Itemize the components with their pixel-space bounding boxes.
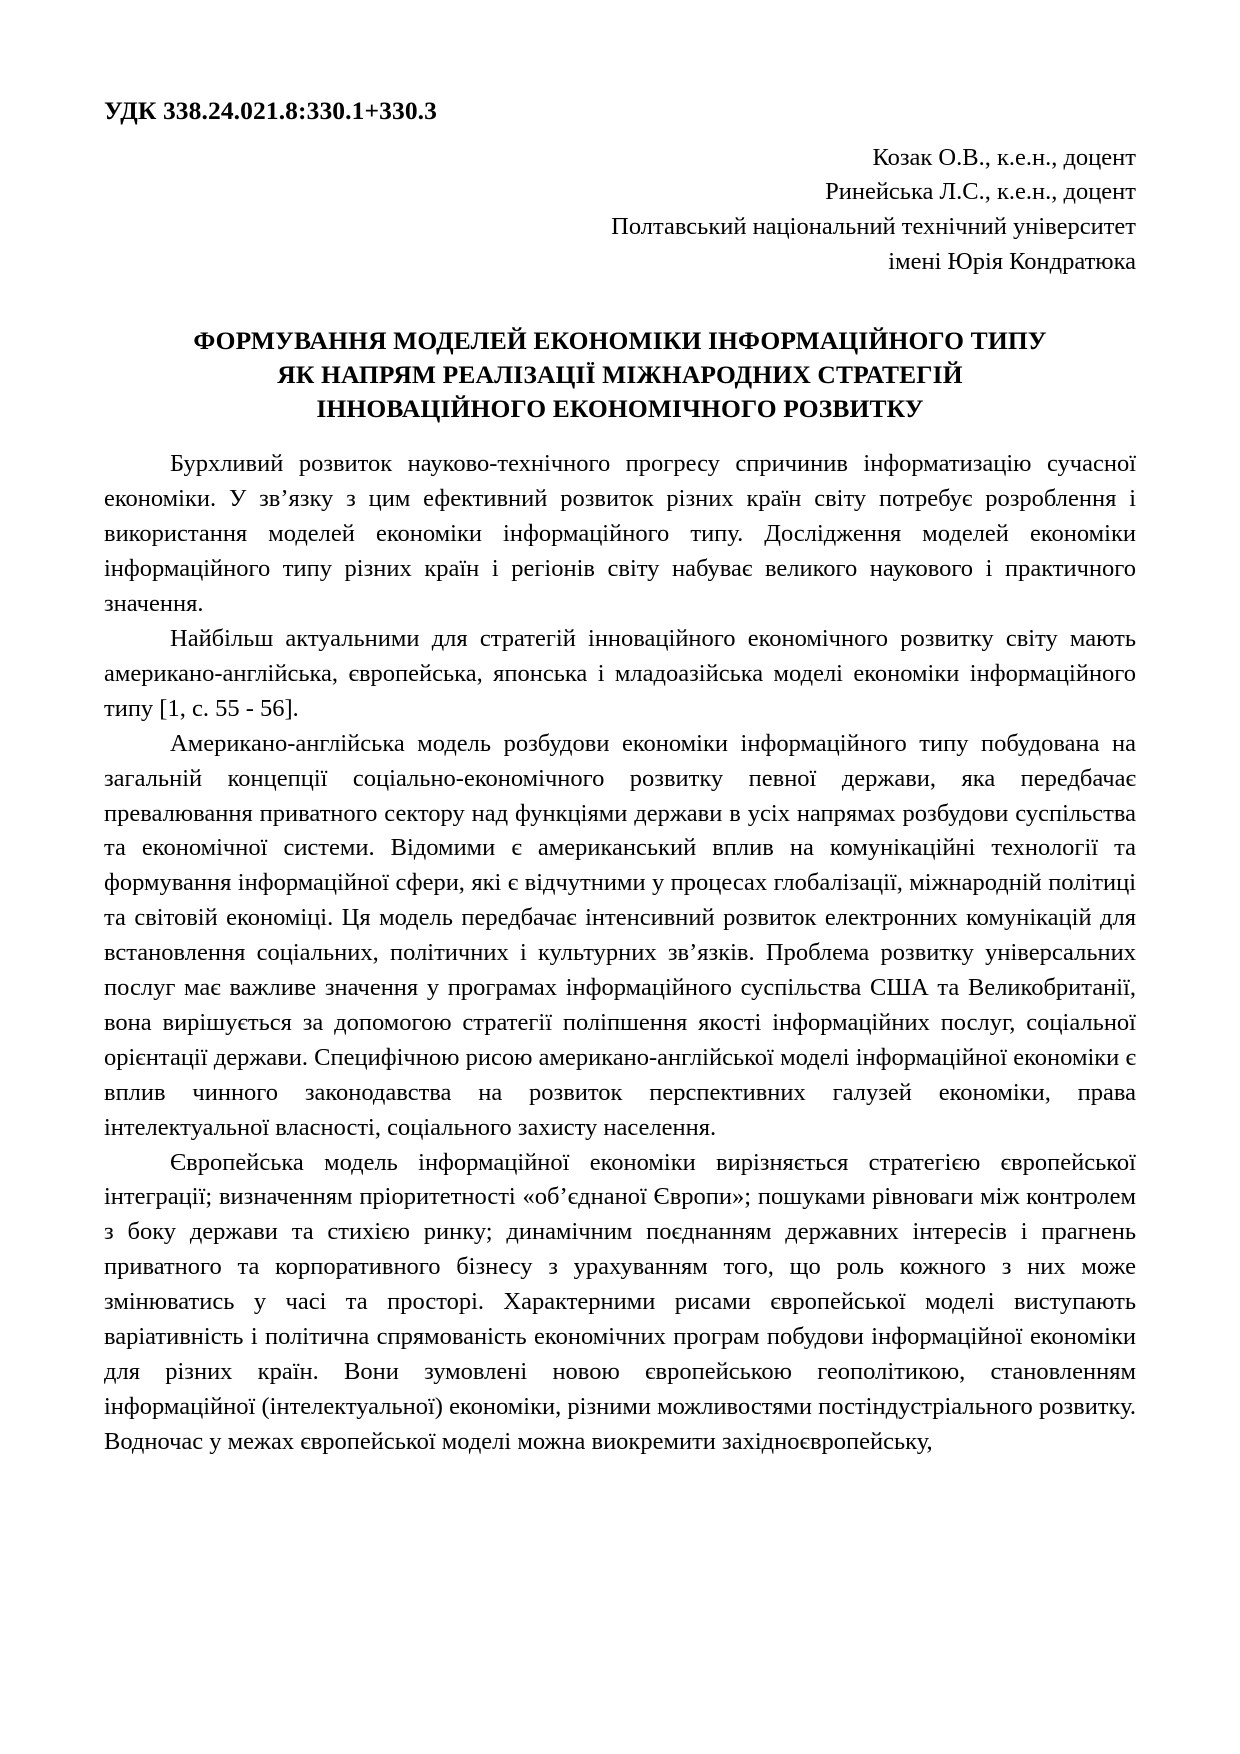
title-line-3: ІННОВАЦІЙНОГО ЕКОНОМІЧНОГО РОЗВИТКУ [316,393,924,423]
body-paragraph: Європейська модель інформаційної економіки вирізняється стратегією європейської інтеграції; визначенням пріоритетності «об’єднаної Європи»; пошуками рівноваги між контролем з боку держави та стихією ринку; динамічним поєднанням державних інтересів і прагнень приватного та корпоративного бізнесу з урахуванням того, що роль кожного з них може змінюватись у часі та просторі. Характерними рисами європейської моделі виступають варіативність і політична спрямованість економічних програм побудови інформаційної економіки для різних країн. Вони зумовлені новою європейською геополітикою, становленням інформаційної (інтелектуальної) економіки, різними можливостями постіндустріального розвитку. Водночас у межах європейської моделі можна виокремити західноєвропейську, [104,1148,1136,1455]
author-line-2: Ринейська Л.С., к.е.н., доцент [825,178,1136,206]
affiliation-line-1: Полтавський національний технічний університет [611,213,1136,241]
author-block [104,141,1136,280]
udk-code: УДК 338.24.021.8:330.1+330.3 [104,96,437,125]
author-line-1: Козак О.В., к.е.н., доцент [872,143,1136,171]
title-line-2: ЯК НАПРЯМ РЕАЛІЗАЦІЇ МІЖНАРОДНИХ СТРАТЕГІЙ [277,359,963,389]
title-line-1: ФОРМУВАННЯ МОДЕЛЕЙ ЕКОНОМІКИ ІНФОРМАЦІЙНОГО ТИПУ [193,325,1047,355]
body-paragraph: Найбільш актуальними для стратегій інноваційного економічного розвитку світу мають американо-англійська, європейська, японська і младоазійська моделі економіки інформаційного типу [1, с. 55 - 56]. [104,624,1136,722]
body-paragraph: Американо-англійська модель розбудови економіки інформаційного типу побудована на загальній концепції соціально-економічного розвитку певної держави, яка передбачає превалювання приватного сектору над функціями держави в усіх напрямах розбудови суспільства та економічної системи. Відомими є американський вплив на комунікаційні технології та формування інформаційної сфери, які є відчутними у процесах глобалізації, міжнародній політиці та світовій економіці. Ця модель передбачає інтенсивний розвиток електронних комунікацій для встановлення соціальних, політичних і культурних зв’язків. Проблема розвитку універсальних послуг має важливе значення у програмах інформаційного суспільства США та Великобританії, вона вирішується за допомогою стратегії поліпшення якості інформаційних послуг, соціальної орієнтації держави. Специфічною рисою американо-англійської моделі інформаційної економіки є вплив чинного законодавства на розвиток перспективних галузей економіки, права інтелектуальної власності, соціального захисту населення. [104,729,1136,1141]
body-paragraph: Бурхливий розвиток науково-технічного прогресу спричинив інформатизацію сучасної економіки. У зв’язку з цим ефективний розвиток різних країн світу потребує розроблення і використання моделей економіки інформаційного типу. Дослідження моделей економіки інформаційного типу різних країн і регіонів світу набуває великого наукового і практичного значення. [104,450,1136,618]
affiliation-line-2: імені Юрія Кондратюка [888,247,1136,275]
page-title [104,324,1136,426]
